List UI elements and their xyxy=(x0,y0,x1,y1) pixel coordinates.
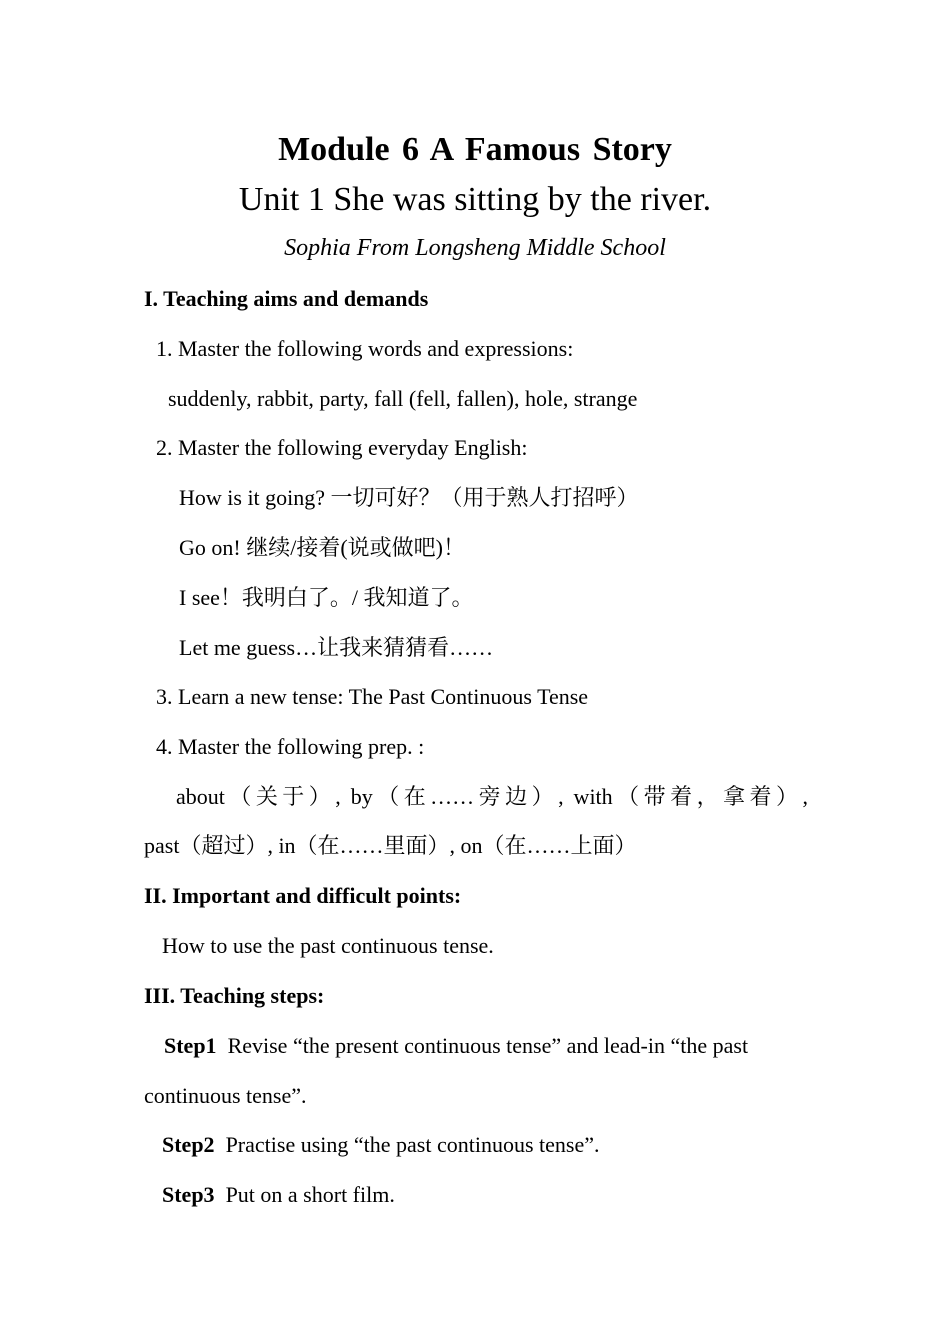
prep-line-1: about（关于）, by（在……旁边）, with（带着，拿着）, xyxy=(176,784,808,809)
step-1-label: Step1 xyxy=(164,1033,217,1058)
page-title: Module 6 A Famous Story xyxy=(278,131,672,168)
everyday-phrase-3: I see！我明白了。/ 我知道了。 xyxy=(179,585,474,610)
step-1-text: Revise “the present continuous tense” and lead-in “the past xyxy=(227,1033,749,1058)
step-3 xyxy=(162,1181,810,1209)
prep-line-2: past（超过）, in（在……里面）, on（在……上面） xyxy=(144,833,637,858)
step-2 xyxy=(162,1131,810,1159)
section-heading-steps: III. Teaching steps: xyxy=(144,983,325,1008)
section-heading-aims: I. Teaching aims and demands xyxy=(144,286,429,311)
aim-item-3: 3. Learn a new tense: The Past Continuous Tense xyxy=(156,684,589,709)
aim-item-4: 4. Master the following prep. : xyxy=(156,734,425,759)
section-heading-points: II. Important and difficult points: xyxy=(144,883,462,908)
page-subtitle: Unit 1 She was sitting by the river. xyxy=(238,181,712,218)
step-2-label: Step2 xyxy=(162,1132,215,1157)
points-text: How to use the past continuous tense. xyxy=(162,933,494,958)
step-3-label: Step3 xyxy=(162,1182,215,1207)
everyday-phrase-4: Let me guess…让我来猜猜看…… xyxy=(179,635,494,660)
aim-item-2: 2. Master the following everyday English: xyxy=(156,435,528,460)
aim-item-1: 1. Master the following words and expressions: xyxy=(156,336,574,361)
step-2-text: Practise using “the past continuous tense”. xyxy=(225,1132,600,1157)
step-1-continuation: continuous tense”. xyxy=(144,1083,307,1108)
aim-item-1-words: suddenly, rabbit, party, fall (fell, fallen), hole, strange xyxy=(168,386,638,411)
everyday-phrase-1: How is it going? 一切可好？（用于熟人打招呼） xyxy=(179,485,639,510)
step-1 xyxy=(164,1032,810,1060)
everyday-phrase-2: Go on! 继续/接着(说或做吧)！ xyxy=(179,535,465,560)
author-line: Sophia From Longsheng Middle School xyxy=(284,235,666,261)
step-3-text: Put on a short film. xyxy=(225,1182,395,1207)
